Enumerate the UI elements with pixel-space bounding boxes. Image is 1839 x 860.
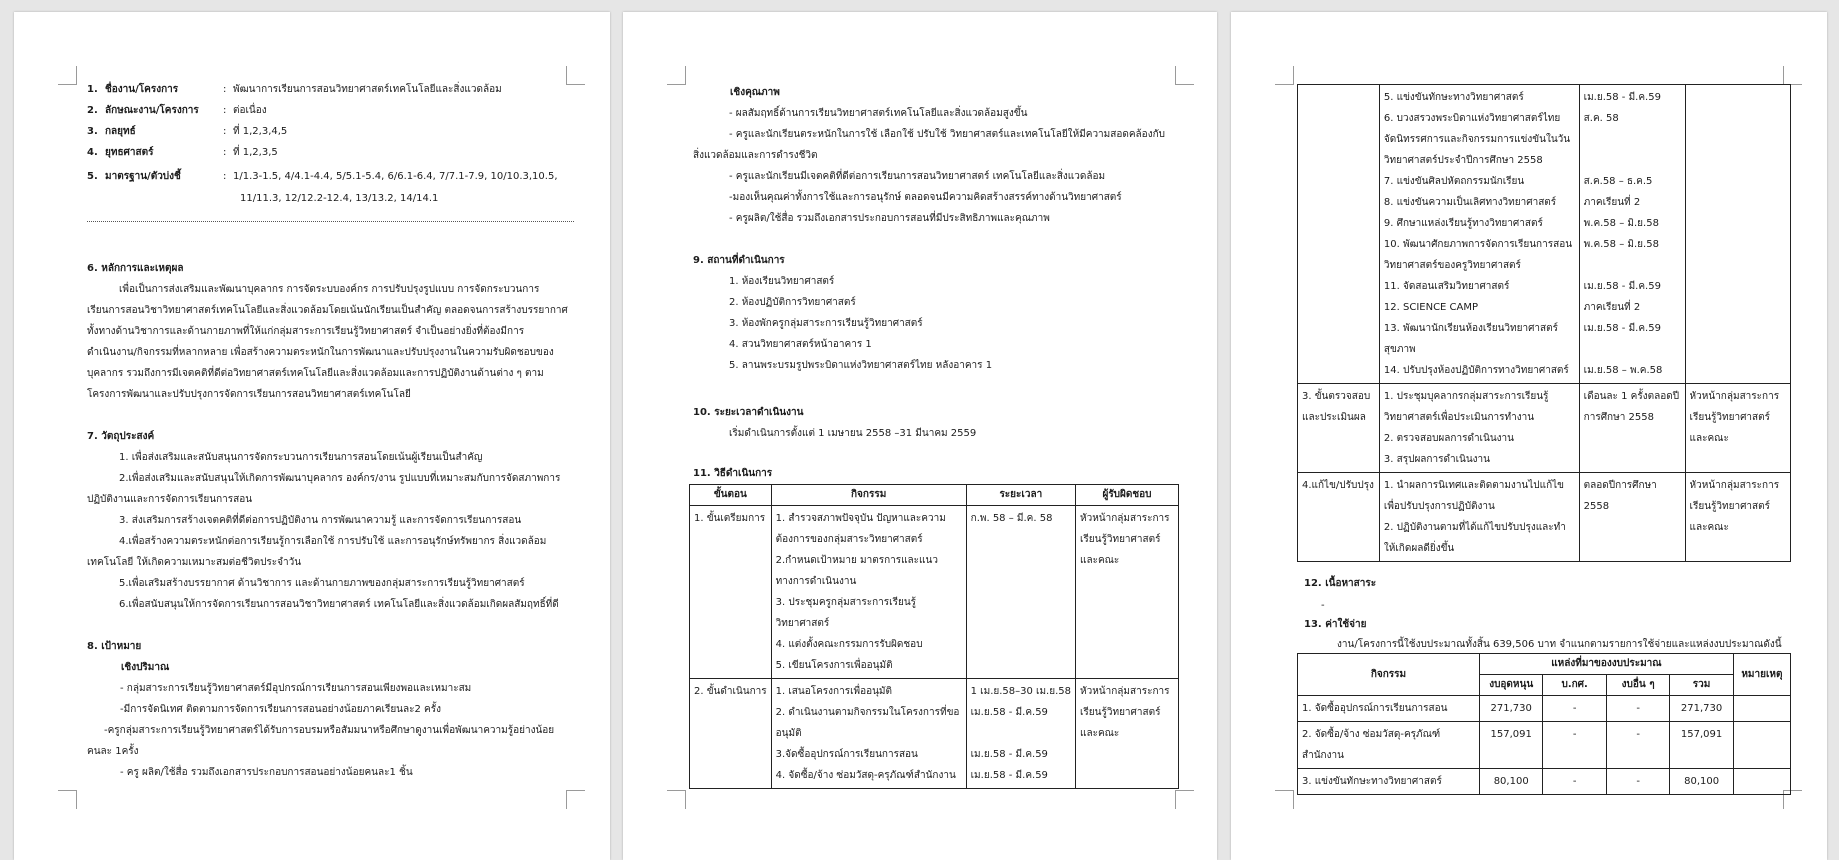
responsible-cell [1076, 506, 1179, 679]
period-line: ตลอดปีการศึกษา [1583, 480, 1657, 491]
budget-value-cell: 80,100 [1670, 769, 1733, 795]
responsible-line: เรียนรู้วิทยาศาสตร์ [1080, 707, 1161, 718]
step-cell [690, 506, 772, 679]
header-label: ลักษณะงาน/โครงการ [105, 105, 199, 116]
table-header-row [690, 485, 1179, 506]
section-9-title: 9. สถานที่ดำเนินการ [693, 255, 785, 266]
budget-header-other: งบอื่น ๆ [1606, 675, 1669, 696]
activity-line: 2.กำหนดเป้าหมาย มาตรการและแนว [775, 555, 938, 566]
activity-line: วิทยาศาสตร์ [775, 618, 830, 629]
responsible-cell [1076, 679, 1179, 789]
responsible-line: และคณะ [1080, 555, 1120, 566]
budget-note-cell [1733, 696, 1790, 722]
header-row [87, 125, 287, 139]
text-line: - ผลสัมฤทธิ์ด้านการเรียนวิทยาศาสตร์เทคโนโลยีและสิ่งแวดล้อมสูงขึ้น [729, 108, 1028, 119]
period-line: ส.ค.58 – ธ.ค.5 [1583, 176, 1653, 187]
budget-value-cell: - [1543, 722, 1606, 769]
period-cell [966, 506, 1075, 679]
section-8-subtitle: เชิงปริมาณ [121, 662, 170, 673]
budget-value-cell: - [1606, 722, 1669, 769]
period-line: เม.ย.58 - มี.ค.59 [1583, 92, 1661, 103]
activity-line: 3.จัดซื้ออุปกรณ์การเรียนการสอน [775, 749, 918, 760]
activity-line: 9. ศึกษาแหล่งเรียนรู้ทางวิทยาศาสตร์ [1383, 218, 1543, 229]
activity-line: 7. แข่งขันศิลปหัตถกรรมนักเรียน [1383, 176, 1525, 187]
section-13-body: งาน/โครงการนี้ใช้งบประมาณทั้งสิ้น 639,506 บาท จำแนกตามรายการใช้จ่ายและแหล่งงบประมาณดังนี้ [1337, 639, 1782, 650]
budget-value-cell: - [1606, 696, 1669, 722]
step-text: 4.แก้ไข/ปรับปรุง [1302, 480, 1374, 491]
budget-value-cell: - [1543, 769, 1606, 795]
activity-line: ต้องการของกลุ่มสาระวิทยาศาสตร์ [775, 534, 923, 545]
period-line: เม.ย.58 - มี.ค.59 [970, 770, 1048, 781]
text-line: 4. สวนวิทยาศาสตร์หน้าอาคาร 1 [729, 339, 872, 350]
activity-line: 4. แต่งตั้งคณะกรรมการรับผิดชอบ [775, 639, 923, 650]
period-line: 2558 [1583, 501, 1610, 512]
period-line [1584, 150, 1681, 171]
period-line: เดือนละ 1 ครั้งตลอดปี [1583, 391, 1680, 402]
period-line: 1 เม.ย.58–30 เม.ย.58 [970, 686, 1071, 697]
text-line: ปฏิบัติงานและการจัดการเรียนการสอน [87, 494, 253, 505]
budget-row [1298, 696, 1791, 722]
activity-line: 10. พัฒนาศักยภาพการจัดการเรียนการสอน [1383, 239, 1573, 250]
budget-value-cell: 157,091 [1670, 722, 1733, 769]
header-responsible: ผู้รับผิดชอบ [1076, 485, 1179, 506]
period-line: เม.ย.58 – พ.ค.58 [1583, 365, 1663, 376]
budget-value-cell: 80,100 [1479, 769, 1542, 795]
text-line: - กลุ่มสาระการเรียนรู้วิทยาศาสตร์มีอุปกรณ์การเรียนการสอนเพียงพอและเหมาะสม [120, 683, 472, 694]
period-line: เม.ย.58 - มี.ค.59 [970, 707, 1048, 718]
budget-note-cell [1733, 722, 1790, 769]
activity-line: เพื่อปรับปรุงการปฏิบัติงาน [1383, 501, 1495, 512]
table-row [690, 679, 1179, 789]
activity-cell [1379, 473, 1579, 562]
period-cell [1579, 384, 1685, 473]
header-value: ที่ 1,2,3,5 [233, 147, 278, 158]
text-line: 3. ห้องพักครูกลุ่มสาระการเรียนรู้วิทยาศาสตร์ [729, 318, 923, 329]
period-line: การศึกษา 2558 [1583, 412, 1654, 423]
responsible-line: และคณะ [1080, 728, 1120, 739]
period-line: ภาคเรียนที่ 2 [1583, 197, 1641, 208]
activity-line: ทางการดำเนินงาน [775, 576, 857, 587]
budget-note-cell [1733, 769, 1790, 795]
header-number: 3. [87, 126, 98, 137]
text-line: 1. เพื่อส่งเสริมและสนับสนุนการจัดกระบวนการเรียนการสอนโดยเน้นผู้เรียนเป็นสำคัญ [119, 452, 483, 463]
section-7-title: 7. วัตถุประสงค์ [87, 431, 155, 442]
step-text: และประเมินผล [1302, 412, 1366, 423]
standards-continued: 11/11.3, 12/12.2-12.4, 13/13.2, 14/14.1 [240, 193, 439, 204]
header-colon: : [223, 147, 227, 158]
activity-line: อนุมัติ [775, 728, 802, 739]
responsible-line: และคณะ [1689, 522, 1729, 533]
text-line: 3. ส่งเสริมการสร้างเจตคติที่ดีต่อการปฏิบัติงาน การพัฒนาความรู้ และการจัดการเรียนการสอน [119, 515, 522, 526]
text-line: 2.เพื่อส่งเสริมและสนับสนุนให้เกิดการพัฒนาบุคลากร องค์กร/งาน รูปแบบที่เหมาะสมกับการจัดสภาพการ [119, 473, 561, 484]
activity-line: 1. นำผลการนิเทศและติดตามงานไปแก้ไข [1383, 480, 1565, 491]
activity-line: 2. ตรวจสอบผลการดำเนินงาน [1383, 433, 1514, 444]
text-line: โครงการพัฒนาและปรับปรุงการจัดการเรียนการสอนวิทยาศาสตร์เทคโนโลยี [87, 389, 411, 400]
header-number: 2. [87, 105, 98, 116]
period-line [971, 723, 1071, 744]
crop-mark [566, 790, 585, 809]
text-line: เพื่อเป็นการส่งเสริมและพัฒนาบุคลากร การจัดระบบองค์กร การปรับปรุงรูปแบบ การจัดกระบวนการ [119, 284, 540, 295]
quality-title: เชิงคุณภาพ [730, 87, 780, 98]
budget-activity-line: 1. จัดซื้ออุปกรณ์การเรียนการสอน [1302, 703, 1448, 714]
header-row [87, 146, 278, 160]
header-period: ระยะเวลา [966, 485, 1075, 506]
step-cell [690, 679, 772, 789]
activity-line: 6. บวงสรวงพระบิดาแห่งวิทยาศาสตร์ไทย [1383, 113, 1561, 124]
method-table-continued [1297, 84, 1791, 562]
activity-line: วิทยาศาสตร์ประจำปีการศึกษา 2558 [1383, 155, 1543, 166]
period-cell [1579, 473, 1685, 562]
activity-line: 1. เสนอโครงการเพื่ออนุมัติ [775, 686, 893, 697]
budget-value-cell: - [1543, 696, 1606, 722]
budget-activity-line: 3. แข่งขันทักษะทางวิทยาศาสตร์ [1302, 776, 1442, 787]
text-line: - ครู ผลิต/ใช้สื่อ รวมถึงเอกสารประกอบการสอนอย่างน้อยคนละ1 ชิ้น [120, 767, 413, 778]
period-cell [966, 679, 1075, 789]
text-line: -ครูกลุ่มสาระการเรียนรู้วิทยาศาสตร์ได้รับการอบรมหรือสัมมนาหรือศึกษาดูงานเพื่อพัฒนาความรู้อย่างน้อย [104, 725, 555, 736]
header-number: 4. [87, 147, 98, 158]
text-line: บุคลากร รวมถึงการมีเจตคติที่ดีต่อวิทยาศาสตร์เทคโนโลยีและสิ่งแวดล้อมและการปฏิบัติงานด้านต่าง ๆ ตาม [87, 368, 544, 379]
section-6-title: 6. หลักการและเหตุผล [87, 263, 184, 274]
budget-header-bks: บ.กศ. [1543, 675, 1606, 696]
section-11-title: 11. วิธีดำเนินการ [693, 468, 773, 479]
budget-value-cell: 271,730 [1479, 696, 1542, 722]
crop-mark [1175, 790, 1194, 809]
header-activity: กิจกรรม [771, 485, 966, 506]
crop-mark [1175, 66, 1194, 85]
header-value: พัฒนาการเรียนการสอนวิทยาศาสตร์เทคโนโลยีและสิ่งแวดล้อม [233, 84, 502, 95]
table-row [1298, 85, 1791, 384]
header-label: ยุทธศาสตร์ [105, 147, 154, 158]
activity-line: 5. เขียนโครงการเพื่ออนุมัติ [775, 660, 893, 671]
activity-line: 8. แข่งขันความเป็นเลิศทางวิทยาศาสตร์ [1383, 197, 1557, 208]
crop-mark [667, 66, 686, 85]
period-line: พ.ค.58 – มิ.ย.58 [1583, 239, 1659, 250]
activity-line: จัดนิทรรศการและกิจกรรมการแข่งขันในวัน [1383, 134, 1571, 145]
header-step: ขั้นตอน [690, 485, 772, 506]
header-label: ชื่องาน/โครงการ [105, 84, 179, 95]
responsible-line: หัวหน้ากลุ่มสาระการ [1080, 686, 1170, 697]
table-row [1298, 384, 1791, 473]
crop-mark [1275, 66, 1294, 85]
budget-row [1298, 722, 1791, 769]
activity-cell [771, 506, 966, 679]
header-colon: : [223, 84, 227, 95]
text-line: คนละ 1ครั้ง [87, 746, 139, 757]
header-value: ต่อเนื่อง [233, 105, 267, 116]
text-line: 5. ลานพระบรมรูปพระบิดาแห่งวิทยาศาสตร์ไทย หลังอาคาร 1 [729, 360, 993, 371]
section-10-body: เริ่มดำเนินการตั้งแต่ 1 เมษายน 2558 –31 มีนาคม 2559 [729, 428, 977, 439]
budget-activity-cell [1298, 769, 1480, 795]
activity-line: 14. ปรับปรุงห้องปฏิบัติการทางวิทยาศาสตร์ [1383, 365, 1569, 376]
activity-line: 4. จัดซื้อ/จ้าง ซ่อมวัสดุ-ครุภัณฑ์สำนักงาน [775, 770, 956, 781]
text-line: เทคโนโลยี ให้เกิดความเหมาะสมต่อชีวิตประจำวัน [87, 557, 302, 568]
text-line: 5.เพื่อเสริมสร้างบรรยากาศ ด้านวิชาการ และด้านกายภาพของกลุ่มสาระการเรียนรู้วิทยาศาสตร์ [119, 578, 525, 589]
activity-line: 11. จัดสอนเสริมวิทยาศาสตร์ [1383, 281, 1510, 292]
budget-activity-line: 2. จัดซื้อ/จ้าง ซ่อมวัสดุ-ครุภัณฑ์ [1302, 729, 1441, 740]
text-line: 2. ห้องปฏิบัติการวิทยาศาสตร์ [729, 297, 856, 308]
budget-value-cell: - [1606, 769, 1669, 795]
budget-activity-cell [1298, 696, 1480, 722]
document-page-2 [623, 12, 1217, 860]
budget-row [1298, 769, 1791, 795]
text-line: เรียนการสอนวิชาวิทยาศาสตร์เทคโนโลยีและสิ่งแวดล้อมโดยเน้นนักเรียนเป็นสำคัญ ตลอดจนการสร้างบรรยากาศ [87, 305, 568, 316]
responsible-line: เรียนรู้วิทยาศาสตร์ [1689, 501, 1771, 512]
crop-mark [1275, 790, 1294, 809]
responsible-cell [1685, 384, 1790, 473]
period-line: พ.ค.58 – มิ.ย.58 [1583, 218, 1659, 229]
period-line: เม.ย.58 - มี.ค.59 [970, 749, 1048, 760]
dotted-separator [87, 221, 574, 222]
text-line: -มีการจัดนิเทศ ติดตามการจัดการเรียนการสอนอย่างน้อยภาคเรียนละ2 ครั้ง [120, 704, 441, 715]
crop-mark [58, 66, 77, 85]
section-10-title: 10. ระยะเวลาดำเนินงาน [693, 407, 804, 418]
method-table [689, 484, 1179, 789]
responsible-line: เรียนรู้วิทยาศาสตร์ [1689, 412, 1771, 423]
step-text: 1. ขั้นเตรียมการ [694, 513, 766, 524]
period-line: เม.ย.58 - มี.ค.59 [1583, 323, 1661, 334]
crop-mark [667, 790, 686, 809]
header-label: มาตรฐาน/ตัวบ่งชี้ [105, 171, 181, 182]
activity-line: ให้เกิดผลดียิ่งขึ้น [1383, 543, 1455, 554]
responsible-cell [1685, 85, 1790, 384]
header-label: กลยุทธ์ [105, 126, 136, 137]
crop-mark [566, 66, 585, 85]
text-line: 4.เพื่อสร้างความตระหนักต่อการเรียนรู้การเลือกใช้ การปรับใช้ และการอนุรักษ์ทรัพยากร สิ่งแวดล้อม [119, 536, 547, 547]
table-row [690, 506, 1179, 679]
text-line: 6.เพื่อสนับสนุนให้การจัดการเรียนการสอนวิชาวิทยาศาสตร์ เทคโนโลยีและสิ่งแวดล้อมเกิดผลสัมฤทธิ์ที่ดี [119, 599, 559, 610]
activity-cell [1379, 85, 1579, 384]
budget-header-activity: กิจกรรม [1298, 654, 1480, 696]
activity-line: 2. ดำเนินงานตามกิจกรรมในโครงการที่ขอ [775, 707, 960, 718]
budget-value-cell: 157,091 [1479, 722, 1542, 769]
step-text: 3. ขั้นตรวจสอบ [1302, 391, 1371, 402]
budget-header-subsidy: งบอุดหนุน [1479, 675, 1542, 696]
responsible-line: หัวหน้ากลุ่มสาระการ [1689, 480, 1780, 491]
budget-header-note: หมายเหตุ [1733, 654, 1790, 696]
activity-line: สุขภาพ [1383, 344, 1416, 355]
header-value: ที่ 1,2,3,4,5 [233, 126, 288, 137]
period-line: ส.ค. 58 [1583, 113, 1619, 124]
text-line: ดำเนินงาน/กิจกรรมที่หลากหลาย เพื่อสร้างความตระหนักในการพัฒนาและปรับปรุงงานในความรับผิดชอบของ [87, 347, 554, 358]
responsible-line: และคณะ [1689, 433, 1729, 444]
activity-line: 1. ประชุมบุคลากรกลุ่มสาระการเรียนรู้ [1383, 391, 1549, 402]
text-line: - ครูและนักเรียนมีเจตคติที่ดีต่อการเรียนการสอนวิทยาศาสตร์ เทคโนโลยีและสิ่งแวดล้อม [729, 171, 1106, 182]
activity-line: 3. สรุปผลการดำเนินงาน [1383, 454, 1491, 465]
budget-header-total: รวม [1670, 675, 1733, 696]
section-12-dash: - [1321, 600, 1325, 611]
activity-cell [1379, 384, 1579, 473]
header-row [87, 170, 558, 184]
step-cell [1298, 384, 1380, 473]
header-row [87, 104, 267, 118]
period-line: ก.พ. 58 – มี.ค. 58 [970, 513, 1053, 524]
text-line: - ครูผลิต/ใช้สื่อ รวมถึงเอกสารประกอบการสอนที่มีประสิทธิภาพและคุณภาพ [729, 213, 1050, 224]
text-line: สิ่งแวดล้อมและการดำรงชีวิต [693, 150, 818, 161]
period-line [1584, 129, 1681, 150]
header-number: 1. [87, 84, 98, 95]
document-page-3 [1231, 12, 1827, 860]
responsible-line: เรียนรู้วิทยาศาสตร์ [1080, 534, 1161, 545]
activity-line: 1. สำรวจสภาพปัจจุบัน ปัญหาและความ [775, 513, 946, 524]
activity-line: 5. แข่งขันทักษะทางวิทยาศาสตร์ [1383, 92, 1524, 103]
activity-line: 2. ปฏิบัติงานตามที่ได้แก้ไขปรับปรุงและทำ [1383, 522, 1566, 533]
period-line [1584, 339, 1681, 360]
period-cell [1579, 85, 1685, 384]
document-page-1 [14, 12, 610, 860]
header-colon: : [223, 105, 227, 116]
text-line: 1. ห้องเรียนวิทยาศาสตร์ [729, 276, 835, 287]
section-12-title: 12. เนื้อหาสาระ [1304, 578, 1377, 589]
header-colon: : [223, 171, 227, 182]
table-row [1298, 473, 1791, 562]
activity-line: วิทยาศาสตร์เพื่อประเมินการทำงาน [1383, 412, 1535, 423]
activity-cell [771, 679, 966, 789]
budget-table [1297, 653, 1791, 795]
step-cell [1298, 473, 1380, 562]
budget-header-row [1298, 654, 1791, 675]
responsible-line: หัวหน้ากลุ่มสาระการ [1689, 391, 1780, 402]
section-13-title: 13. ค่าใช้จ่าย [1304, 619, 1367, 630]
period-line [1584, 255, 1681, 276]
activity-line: 12. SCIENCE CAMP [1383, 302, 1479, 313]
step-cell [1298, 85, 1380, 384]
budget-value-cell: 271,730 [1670, 696, 1733, 722]
activity-line: 13. พัฒนานักเรียนห้องเรียนวิทยาศาสตร์ [1383, 323, 1559, 334]
text-line: -มองเห็นคุณค่าทั้งการใช้และการอนุรักษ์ ตลอดจนมีความคิดสร้างสรรค์ทางด้านวิทยาศาสตร์ [729, 192, 1122, 203]
responsible-line: หัวหน้ากลุ่มสาระการ [1080, 513, 1170, 524]
crop-mark [1783, 66, 1802, 85]
header-number: 5. [87, 171, 98, 182]
budget-activity-line: สำนักงาน [1302, 750, 1344, 761]
period-line: เม.ย.58 - มี.ค.59 [1583, 281, 1661, 292]
activity-line: วิทยาศาสตร์ของครูวิทยาศาสตร์ [1383, 260, 1521, 271]
header-value: 1/1.3-1.5, 4/4.1-4.4, 5/5.1-5.4, 6/6.1-6.4, 7/7.1-7.9, 10/10.3,10.5, [233, 171, 558, 182]
header-colon: : [223, 126, 227, 137]
section-8-title: 8. เป้าหมาย [87, 641, 142, 652]
crop-mark [58, 790, 77, 809]
budget-activity-cell [1298, 722, 1480, 769]
step-text: 2. ขั้นดำเนินการ [694, 686, 767, 697]
responsible-cell [1685, 473, 1790, 562]
activity-line: 3. ประชุมครูกลุ่มสาระการเรียนรู้ [775, 597, 917, 608]
text-line: - ครูและนักเรียนตระหนักในการใช้ เลือกใช้ ปรับใช้ วิทยาศาสตร์และเทคโนโลยีให้มีความสอดคล้องกับ [729, 129, 1165, 140]
header-row [87, 83, 502, 97]
budget-header-source: แหล่งที่มาของงบประมาณ [1479, 654, 1733, 675]
period-line: ภาคเรียนที่ 2 [1583, 302, 1641, 313]
text-line: ทั้งทางด้านวิชาการและด้านกายภาพที่ให้แก่กลุ่มสาระการเรียนรู้วิทยาศาสตร์ จำเป็นอย่างยิ่งที่ต้องมีการ [87, 326, 525, 337]
